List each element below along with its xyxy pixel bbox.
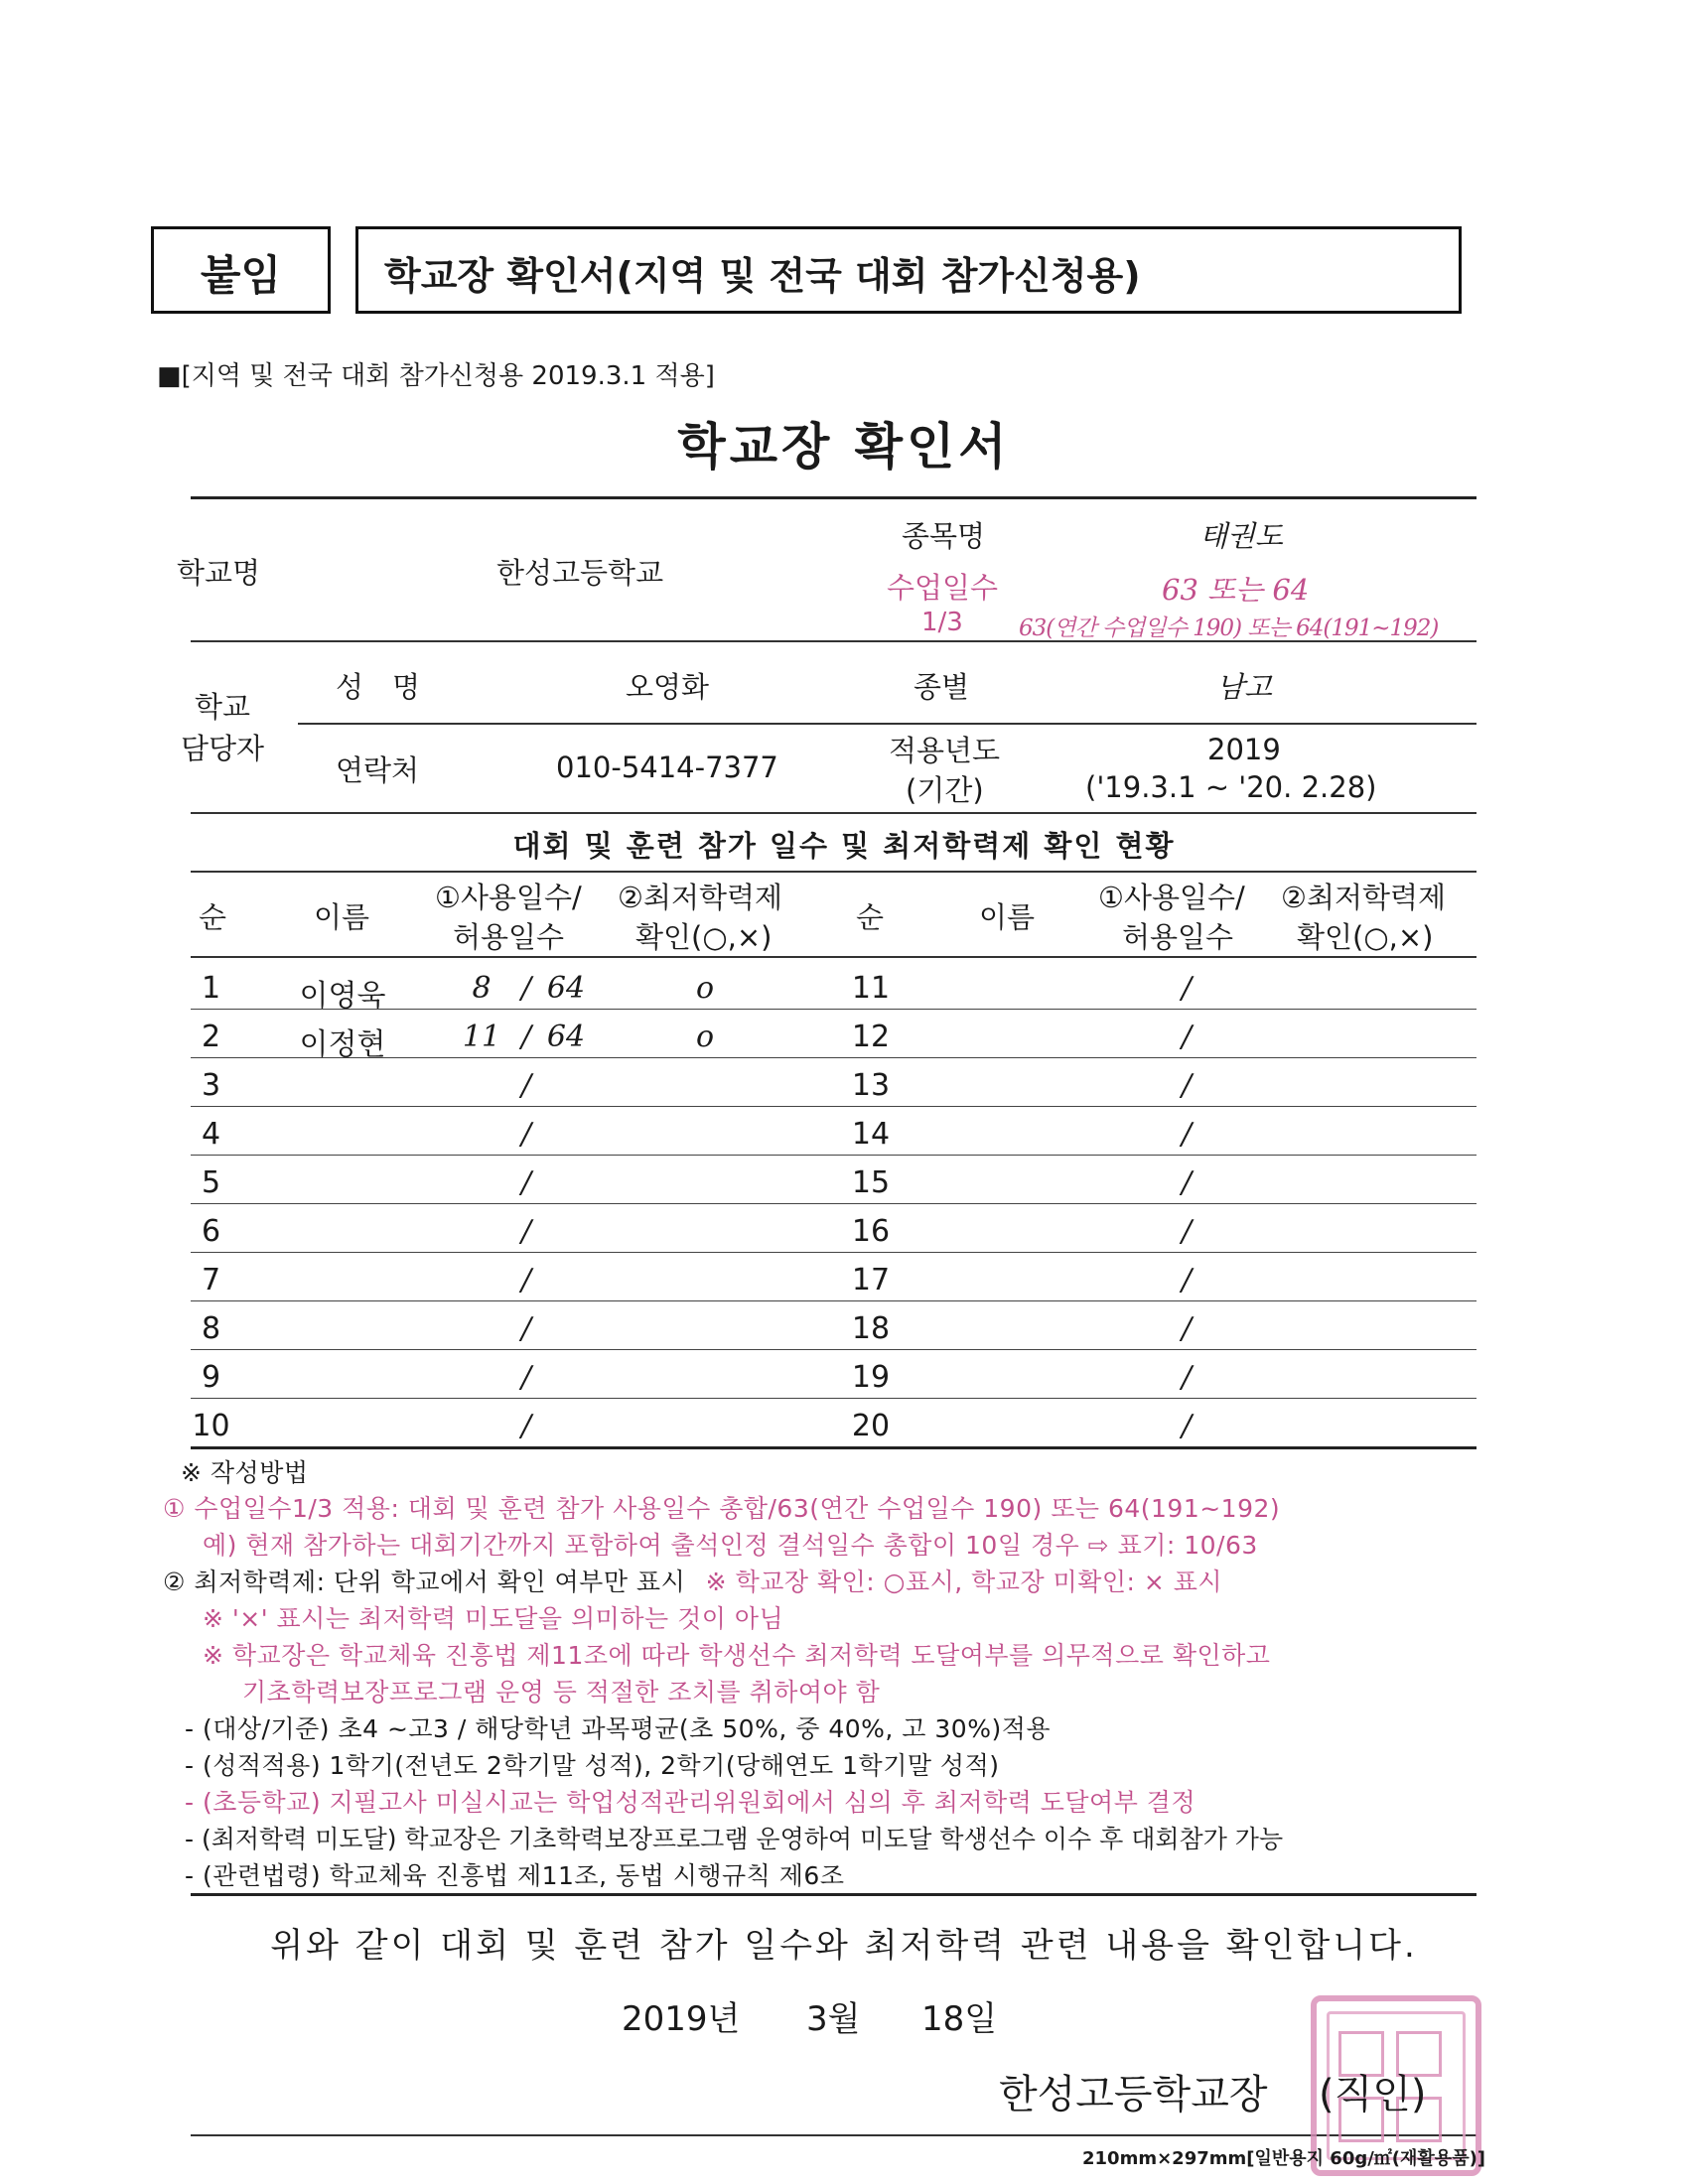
row-rule	[191, 1009, 1477, 1010]
contact-value: 010-5414-7377	[556, 751, 778, 784]
col-no-right: 순	[856, 900, 885, 934]
cell-no-r: 15	[851, 1165, 891, 1200]
class-days-value: 63 또는 64	[1162, 573, 1310, 607]
cell-no-r: 18	[851, 1311, 891, 1346]
period-value: ('19.3.1 ~ '20. 2.28)	[1085, 770, 1377, 804]
cell-check-l: o	[695, 971, 715, 1006]
date-year: 2019년	[622, 1999, 741, 2039]
cell-sep-r: /	[1181, 1020, 1193, 1054]
instruction-line-5: ※ 학교장은 학교체육 진흥법 제11조에 따라 학생선수 최저학력 도달여부를 의무적으로 확인하고	[203, 1641, 1271, 1670]
cell-no-l: 7	[201, 1263, 221, 1297]
instruction-line-6: 기초학력보장프로그램 운영 등 적절한 조치를 취하여야 함	[242, 1678, 881, 1706]
instruction-line-8: - (성적적용) 1학기(전년도 2학기말 성적), 2학기(당해연도 1학기말 성적)	[185, 1751, 1000, 1780]
instruction-line-10: - (최저학력 미도달) 학교장은 기초학력보장프로그램 운영하여 미도달 학생선수 이수 후 대회참가 가능	[185, 1825, 1284, 1853]
cell-name-l: 이영욱	[299, 979, 386, 1014]
col-check-left-1: ②최저학력제	[618, 881, 783, 914]
row-rule	[191, 1398, 1477, 1399]
col-days-left-1: ①사용일수/	[435, 881, 582, 914]
cell-sep-l: /	[520, 1165, 532, 1200]
header-title: 학교장 확인서(지역 및 전국 대회 참가신청용)	[384, 254, 1141, 298]
school-label: 학교명	[177, 556, 261, 590]
instruction-line-11: - (관련법령) 학교체육 진흥법 제11조, 동법 시행규칙 제6조	[185, 1861, 845, 1890]
cell-sep-l: /	[520, 1068, 532, 1103]
row-rule	[191, 1300, 1477, 1301]
cell-sep-r: /	[1181, 1165, 1193, 1200]
manager-label-2: 담당자	[181, 732, 265, 765]
col-check-right-1: ②최저학력제	[1281, 881, 1447, 914]
year-label-2: (기간)	[906, 773, 984, 807]
sport-value: 태권도	[1199, 519, 1284, 553]
cell-used-l: 11	[462, 1020, 501, 1054]
class-days-label: 수업일수	[887, 571, 999, 605]
cell-no-l: 5	[201, 1165, 221, 1200]
table-row	[0, 1206, 1688, 1254]
col-no-left: 순	[199, 900, 227, 934]
cell-sep-l: /	[520, 1117, 532, 1152]
year-value: 2019	[1207, 733, 1281, 766]
cell-sep-r: /	[1181, 1214, 1193, 1249]
cell-allowed-l: 64	[546, 971, 586, 1006]
table-row	[0, 1303, 1688, 1351]
cell-no-r: 12	[851, 1020, 891, 1054]
cell-used-l: 8	[472, 971, 492, 1006]
table-row	[0, 1158, 1688, 1205]
section-title: 대회 및 훈련 참가 일수 및 최저학력제 확인 현황	[512, 829, 1176, 863]
cell-no-r: 14	[851, 1117, 891, 1152]
type-value: 남고	[1216, 670, 1273, 704]
school-value: 한성고등학교	[496, 556, 664, 590]
cell-no-r: 11	[851, 971, 891, 1006]
confirmation-statement: 위와 같이 대회 및 훈련 참가 일수와 최저학력 관련 내용을 확인합니다.	[270, 1926, 1418, 1966]
cell-sep-r: /	[1181, 1117, 1193, 1152]
class-days-note: 63(연간 수업일수 190) 또는 64(191~192)	[1019, 615, 1439, 641]
rule-after-section	[191, 871, 1477, 873]
cell-allowed-l: 64	[546, 1020, 586, 1054]
type-label: 종별	[914, 670, 970, 704]
cell-no-r: 17	[851, 1263, 891, 1297]
date-month: 3월	[806, 1999, 861, 2039]
rule-after-manager	[191, 812, 1477, 814]
cell-sep-l: /	[520, 1311, 532, 1346]
header-title-box	[355, 226, 1462, 314]
col-days-right-2: 허용일수	[1122, 920, 1234, 954]
table-row	[0, 1255, 1688, 1302]
col-check-right-2: 확인(○,×)	[1297, 920, 1434, 954]
rule-top	[191, 496, 1477, 499]
rule-mid-manager	[298, 723, 1477, 725]
cell-sep-r: /	[1181, 1360, 1193, 1395]
cell-no-l: 4	[201, 1117, 221, 1152]
rule-bottom	[191, 2134, 1477, 2136]
row-rule	[191, 1106, 1477, 1107]
class-days-fraction: 1/3	[921, 608, 963, 637]
col-name-right: 이름	[979, 900, 1036, 934]
cell-no-l: 2	[201, 1020, 221, 1054]
cell-no-l: 1	[201, 971, 221, 1006]
cell-sep-r: /	[1181, 971, 1193, 1006]
paper-spec: 210mm×297mm[일반용지 60g/㎡(재활용품)]	[1082, 2148, 1486, 2169]
row-rule	[191, 1349, 1477, 1350]
cell-no-r: 19	[851, 1360, 891, 1395]
cell-no-l: 6	[201, 1214, 221, 1249]
col-name-left: 이름	[314, 900, 370, 934]
col-days-left-2: 허용일수	[453, 920, 565, 954]
table-row	[0, 1109, 1688, 1157]
instruction-line-4: ※ '×' 표시는 최저학력 미도달을 의미하는 것이 아님	[203, 1604, 784, 1633]
instruction-line-3-text: ② 최저학력제: 단위 학교에서 확인 여부만 표시	[163, 1568, 686, 1596]
cell-no-l: 3	[201, 1068, 221, 1103]
attachment-tag	[151, 226, 331, 314]
cell-no-l: 8	[201, 1311, 221, 1346]
form-note: ■[지역 및 전국 대회 참가신청용 2019.3.1 적용]	[157, 361, 715, 391]
table-row	[0, 1401, 1688, 1448]
cell-sep-l: /	[520, 1214, 532, 1249]
row-rule	[191, 1203, 1477, 1204]
rule-after-instructions	[191, 1893, 1477, 1896]
cell-no-r: 13	[851, 1068, 891, 1103]
cell-no-r: 20	[851, 1409, 891, 1443]
row-rule	[191, 1057, 1477, 1058]
seal-label: (직인)	[1319, 2072, 1427, 2117]
form-title: 학교장 확인서	[677, 418, 1011, 476]
cell-sep-l: /	[520, 1360, 532, 1395]
instruction-line-2: 예) 현재 참가하는 대회기간까지 포함하여 출석인정 결석일수 총합이 10일 경우 ⇨ 표기: 10/63	[203, 1531, 1258, 1560]
cell-name-l: 이정현	[299, 1027, 386, 1062]
col-check-left-2: 확인(○,×)	[635, 920, 773, 954]
cell-sep-r: /	[1181, 1409, 1193, 1443]
cell-sep-l: /	[520, 1409, 532, 1443]
cell-sep-l: /	[520, 1020, 532, 1054]
name-value: 오영화	[626, 670, 710, 704]
rule-after-header	[191, 956, 1477, 958]
attachment-tag-label: 붙임	[200, 251, 282, 300]
instruction-line-9: - (초등학교) 지필고사 미실시교는 학업성적관리위원회에서 심의 후 최저학력 도달여부 결정	[185, 1788, 1196, 1817]
cell-sep-r: /	[1181, 1263, 1193, 1297]
cell-no-l: 9	[201, 1360, 221, 1395]
instructions-heading: ※ 작성방법	[181, 1458, 309, 1487]
principal-name: 한성고등학교장	[999, 2072, 1268, 2117]
table-row	[0, 1012, 1688, 1062]
instruction-line-7: - (대상/기준) 초4 ~고3 / 해당학년 과목평균(초 50%, 중 40%, 고 30%)적용	[185, 1714, 1051, 1743]
cell-sep-r: /	[1181, 1311, 1193, 1346]
date-day: 18일	[921, 1999, 998, 2039]
cell-check-l: o	[695, 1020, 715, 1054]
cell-sep-r: /	[1181, 1068, 1193, 1103]
cell-sep-l: /	[520, 971, 532, 1006]
manager-label-1: 학교	[195, 690, 251, 724]
year-label-1: 적용년도	[889, 734, 1001, 767]
table-row	[0, 1060, 1688, 1108]
cell-no-l: 10	[192, 1409, 230, 1443]
sport-label: 종목명	[902, 519, 986, 553]
instruction-line-3	[163, 1563, 1222, 1598]
contact-label: 연락처	[336, 753, 420, 787]
row-rule	[191, 1252, 1477, 1253]
row-rule	[191, 1155, 1477, 1156]
cell-sep-l: /	[520, 1263, 532, 1297]
col-days-right-1: ①사용일수/	[1098, 881, 1245, 914]
name-label: 성 명	[336, 670, 421, 704]
table-row	[0, 1352, 1688, 1400]
cell-no-r: 16	[851, 1214, 891, 1249]
instruction-line-1: ① 수업일수1/3 적용: 대회 및 훈련 참가 사용일수 총합/63(연간 수업일수 190) 또는 64(191~192)	[163, 1494, 1281, 1523]
instruction-line-3-extra: ※ 학교장 확인: ○표시, 학교장 미확인: × 표시	[705, 1568, 1223, 1596]
table-row	[0, 963, 1688, 1014]
